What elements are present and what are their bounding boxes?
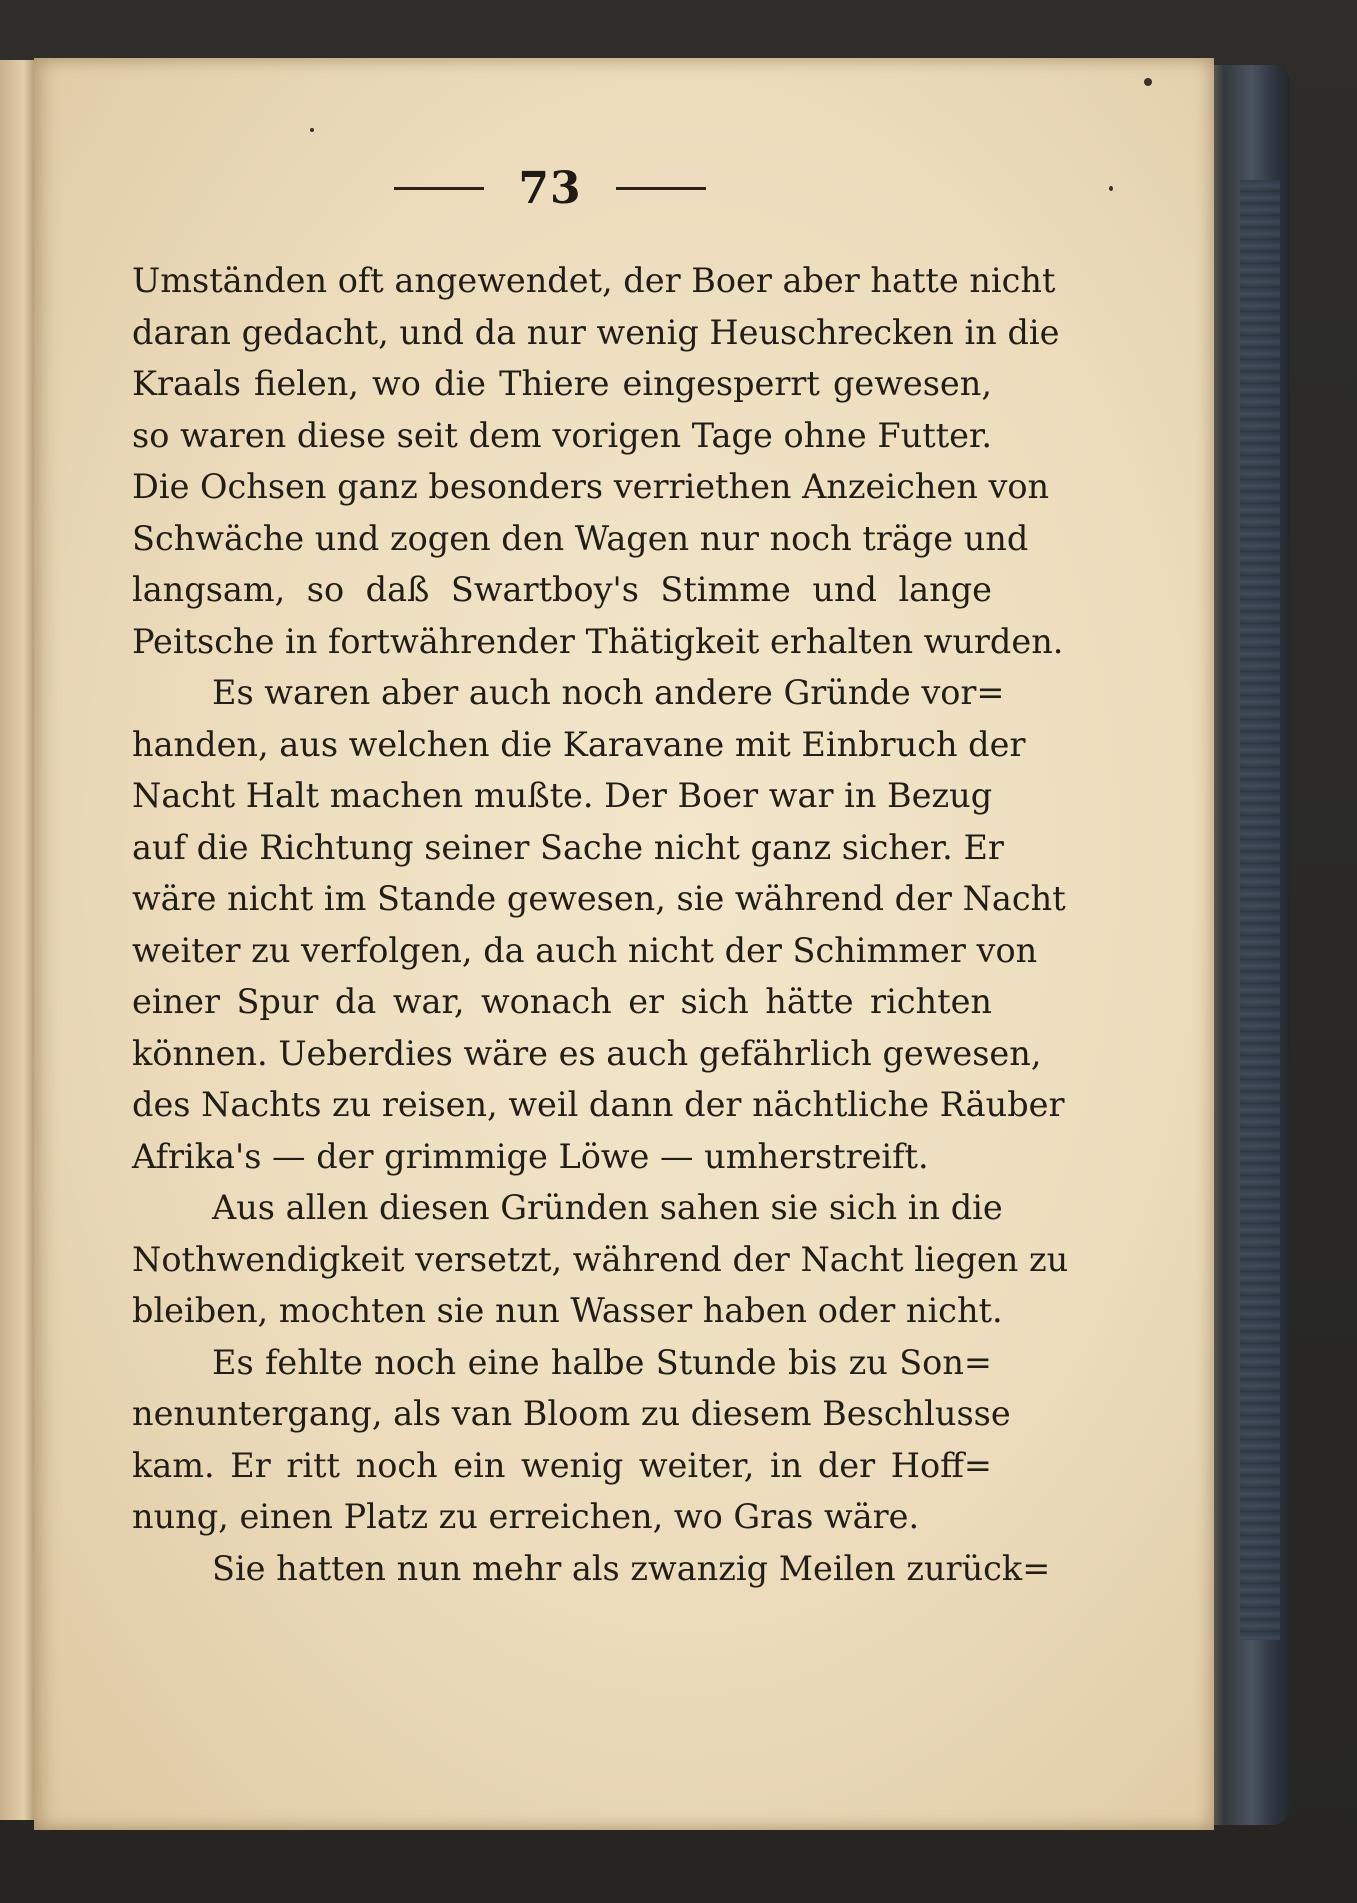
text-line: Nothwendigkeit versetzt, während der Nacht liegen zu bbox=[132, 1239, 1069, 1279]
paragraph-first-line: Es waren aber auch noch andere Gründe vor= bbox=[212, 673, 1005, 712]
paragraph-first-line: Sie hatten nun mehr als zwanzig Meilen zurück= bbox=[212, 1548, 1051, 1588]
text-line: Kraals fielen, wo die Thiere eingesperrt gewesen, bbox=[132, 364, 992, 403]
text-line: Nacht Halt machen mußte. Der Boer war in Bezug bbox=[132, 776, 993, 815]
paragraph-first-line: Aus allen diesen Gründen sahen sie sich in die bbox=[212, 1188, 1003, 1227]
text-line: nung, einen Platz zu erreichen, wo Gras wäre. bbox=[132, 1497, 920, 1536]
text-line: des Nachts zu reisen, weil dann der nächtliche Räuber bbox=[132, 1085, 1065, 1124]
text-line: handen, aus welchen die Karavane mit Einbruch der bbox=[132, 724, 1026, 764]
text-line: können. Ueberdies wäre es auch gefährlich gewesen, bbox=[132, 1033, 1042, 1073]
text-line: weiter zu verfolgen, da auch nicht der Schimmer von bbox=[132, 930, 1038, 970]
header-rule-left bbox=[394, 187, 484, 190]
text-line: Peitsche in fortwährender Thätigkeit erhalten wurden. bbox=[132, 621, 1064, 661]
paper-speck bbox=[310, 128, 314, 132]
text-line: daran gedacht, und da nur wenig Heuschrecken in die bbox=[132, 312, 1060, 352]
page-header bbox=[370, 158, 730, 218]
text-line: Die Ochsen ganz besonders verriethen Anzeichen von bbox=[132, 467, 1050, 506]
text-line: einer Spur da war, wonach er sich hätte richten bbox=[132, 982, 992, 1021]
page-number: 73 bbox=[518, 162, 582, 214]
header-rule-right bbox=[616, 187, 706, 190]
paragraph-first-line: Es fehlte noch eine halbe Stunde bis zu Son= bbox=[212, 1342, 992, 1382]
text-line: kam. Er ritt noch ein wenig weiter, in der Hoff= bbox=[132, 1445, 992, 1485]
book-spine bbox=[1240, 180, 1280, 1640]
text-line: auf die Richtung seiner Sache nicht ganz sicher. Er bbox=[132, 827, 1004, 867]
text-line: so waren diese seit dem vorigen Tage ohne Futter. bbox=[132, 415, 992, 455]
page-body-text bbox=[132, 255, 1069, 1594]
facing-page-edge bbox=[0, 60, 34, 1820]
paper-speck bbox=[1109, 186, 1113, 191]
text-line: nenuntergang, als van Bloom zu diesem Beschlusse bbox=[132, 1394, 1011, 1433]
text-line: wäre nicht im Stande gewesen, sie während der Nacht bbox=[132, 879, 1066, 918]
text-line: langsam, so daß Swartboy's Stimme und lange bbox=[132, 570, 992, 609]
text-line: Schwäche und zogen den Wagen nur noch träge und bbox=[132, 518, 1029, 558]
text-line: Umständen oft angewendet, der Boer aber hatte nicht bbox=[132, 261, 1056, 300]
paper-speck bbox=[1144, 78, 1152, 86]
text-line: bleiben, mochten sie nun Wasser haben oder nicht. bbox=[132, 1291, 1003, 1330]
text-line: Afrika's — der grimmige Löwe — umherstreift. bbox=[132, 1136, 929, 1176]
